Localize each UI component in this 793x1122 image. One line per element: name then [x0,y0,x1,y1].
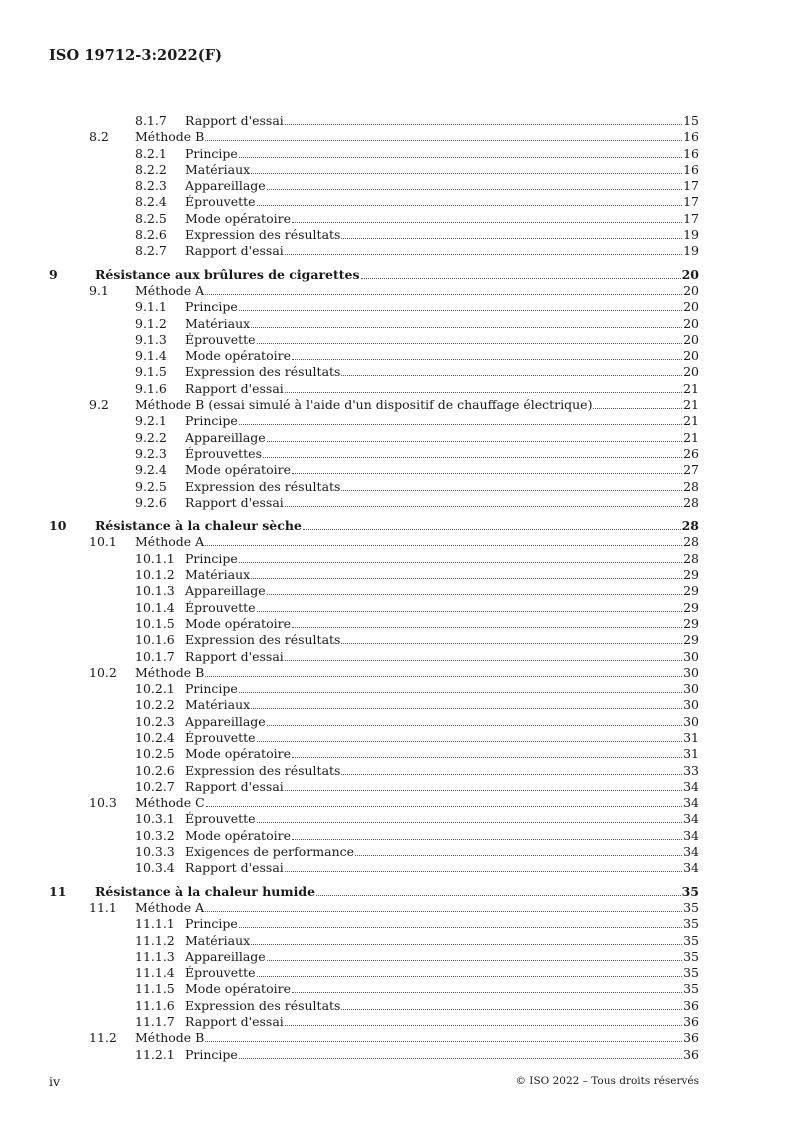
toc-entry-number: 8.2.2 [135,161,167,177]
toc-entry-title: Appareillage [185,583,266,599]
toc-entry-title: Mode opératoire [185,210,291,226]
toc-entry-page: 17 [683,210,699,226]
toc-entry-title: Éprouvette [185,729,256,745]
toc-entry-page: 20 [683,348,699,364]
toc-entry-number: 11.1.7 [135,1014,175,1030]
toc-entry-number: 11.1.4 [135,965,175,981]
toc-entry-number: 11.1.2 [135,932,175,948]
toc-entry-page: 28 [683,494,699,510]
toc-entry-number: 8.2.5 [135,210,167,226]
toc-entry-number: 10.2.5 [135,746,175,762]
toc-entry[interactable] [49,551,699,567]
toc-entry-title: Rapport d'essai [185,380,284,396]
toc-entry-number: 10.3.2 [135,827,175,843]
toc-entry-title: Matériaux [185,161,251,177]
toc-entry[interactable] [49,714,699,730]
toc-entry-number: 8.2.4 [135,194,167,210]
dot-leader [341,773,682,775]
toc-entry-number: 10.3.1 [135,811,175,827]
toc-entry[interactable] [49,949,699,965]
dot-leader [292,838,682,840]
toc-entry[interactable] [49,299,699,315]
toc-entry[interactable] [49,900,699,916]
dot-leader [205,1040,682,1042]
toc-entry-number: 8.2.6 [135,227,167,243]
toc-entry[interactable] [49,933,699,949]
toc-entry-number: 10.3.3 [135,844,175,860]
toc-entry-page: 28 [683,478,699,494]
toc-entry-title: Matériaux [185,932,251,948]
toc-entry-page: 36 [683,1046,699,1062]
dot-leader [239,423,682,425]
toc-entry[interactable] [49,616,699,632]
dot-leader [292,991,682,993]
toc-entry-number: 10.3 [89,795,117,811]
toc-entry-number: 9.2.6 [135,494,167,510]
dot-leader [341,374,682,376]
toc-entry-title: Mode opératoire [185,827,291,843]
toc-entry-page: 30 [683,713,699,729]
toc-entry-page: 21 [683,380,699,396]
toc-entry-number: 11.1.1 [135,916,175,932]
dot-leader [251,943,682,945]
toc-entry-title: Expression des résultats [185,762,341,778]
toc-entry-title: Expression des résultats [185,478,341,494]
dot-leader [267,959,682,961]
toc-entry-number: 10.2.6 [135,762,175,778]
toc-entry-title: Appareillage [185,948,266,964]
toc-entry[interactable] [49,146,699,162]
toc-entry-page: 34 [683,844,699,860]
toc-entry-number: 10.3.4 [135,860,175,876]
toc-entry[interactable] [49,1047,699,1063]
toc-entry-title: Méthode B [135,129,205,145]
toc-entry-number: 9.1.2 [135,315,167,331]
toc-entry-page: 34 [683,860,699,876]
toc-entry-page: 21 [683,397,699,413]
toc-entry[interactable] [49,583,699,599]
toc-entry-page: 30 [683,681,699,697]
toc-entry-number: 9.2.4 [135,462,167,478]
toc-entry[interactable] [49,730,699,746]
toc-entry[interactable] [49,243,699,259]
toc-entry-page: 21 [683,413,699,429]
toc-entry-page: 34 [683,778,699,794]
dot-leader [292,358,682,360]
toc-entry-title: Éprouvette [185,965,256,981]
toc-entry-page: 21 [683,429,699,445]
toc-entry-page: 31 [683,729,699,745]
toc-entry-page: 35 [683,981,699,997]
toc-entry[interactable] [49,567,699,583]
toc-entry-title: Méthode A [135,899,205,915]
toc-entry-number: 11.1.6 [135,997,175,1013]
toc-entry[interactable] [49,413,699,429]
toc-entry-title: Principe [185,299,238,315]
toc-entry[interactable] [49,479,699,495]
toc-entry[interactable] [49,828,699,844]
toc-entry-title: Expression des résultats [185,997,341,1013]
dot-leader [257,740,683,742]
toc-entry-number: 10.1.6 [135,632,175,648]
toc-entry-number: 9.1 [89,282,109,298]
toc-entry-page: 28 [683,534,699,550]
toc-entry-title: Matériaux [185,697,251,713]
toc-entry-page: 35 [683,899,699,915]
toc-entry-title: Résistance à la chaleur humide [95,883,316,899]
toc-entry-page: 16 [683,161,699,177]
toc-entry-page: 35 [683,965,699,981]
toc-entry-page: 29 [683,632,699,648]
toc-entry-number: 10.1.5 [135,615,175,631]
toc-entry[interactable] [49,795,699,811]
toc-entry-title: Éprouvette [185,331,256,347]
toc-entry-title: Éprouvette [185,194,256,210]
toc-entry[interactable] [49,665,699,681]
toc-entry-number: 9.2 [89,397,109,413]
toc-entry-title: Méthode C [135,795,205,811]
toc-entry-page: 36 [683,1030,699,1046]
dot-leader [285,123,682,125]
toc-entry-title: Méthode B [135,1030,205,1046]
toc-entry-page: 29 [683,567,699,583]
toc-entry-title: Résistance aux brûlures de cigarettes [95,266,360,282]
toc-entry[interactable] [49,998,699,1014]
toc-entry-title: Exigences de performance [185,844,355,860]
toc-entry-page: 29 [683,599,699,615]
toc-entry-number: 10.2.4 [135,729,175,745]
toc-entry-page: 20 [683,364,699,380]
dot-leader [205,293,682,295]
toc-entry-page: 17 [683,194,699,210]
dot-leader [292,626,682,628]
toc-entry-page: 17 [683,178,699,194]
dot-leader [206,805,682,807]
toc-entry-title: Mode opératoire [185,462,291,478]
toc-entry-title: Principe [185,681,238,697]
toc-entry-number: 11.1.5 [135,981,175,997]
toc-entry-page: 20 [683,299,699,315]
toc-entry-title: Méthode A [135,534,205,550]
dot-leader [285,391,682,393]
toc-entry[interactable] [49,495,699,511]
toc-entry[interactable] [49,649,699,665]
toc-entry[interactable] [49,965,699,981]
toc-entry-page: 35 [683,932,699,948]
dot-leader [285,253,682,255]
toc-entry-title: Méthode A [135,282,205,298]
toc-entry-page: 35 [683,948,699,964]
dot-leader [239,309,682,311]
dot-leader [239,691,682,693]
dot-leader [263,456,682,458]
toc-entry[interactable] [49,227,699,243]
toc-entry-page: 28 [681,518,699,534]
toc-entry-title: Méthode B (essai simulé à l'aide d'un dispositif de chauffage électrique) [135,397,593,413]
toc-entry-number: 11.2.1 [135,1046,175,1062]
toc-entry-number: 11.2 [89,1030,117,1046]
toc-entry[interactable] [49,681,699,697]
toc-entry-title: Mode opératoire [185,746,291,762]
toc-entry-title: Expression des résultats [185,632,341,648]
dot-leader [239,561,682,563]
toc-entry[interactable] [49,518,699,534]
toc-entry[interactable] [49,844,699,860]
dot-leader [361,277,681,279]
toc-entry-number: 9.2.2 [135,429,167,445]
toc-entry-page: 16 [683,145,699,161]
toc-entry[interactable] [49,430,699,446]
toc-entry-number: 10 [49,518,67,534]
toc-entry-number: 8.2 [89,129,109,145]
document-header: ISO 19712-3:2022(F) [49,47,223,64]
toc-entry[interactable] [49,632,699,648]
dot-leader [239,156,682,158]
toc-entry-title: Principe [185,1046,238,1062]
toc-entry-title: Appareillage [185,429,266,445]
dot-leader [285,659,682,661]
toc-entry-page: 30 [683,664,699,680]
dot-leader [341,489,682,491]
toc-entry-title: Appareillage [185,178,266,194]
toc-entry-page: 34 [683,827,699,843]
toc-entry-title: Rapport d'essai [185,1014,284,1030]
toc-entry-number: 11 [49,883,67,899]
toc-entry-number: 10.2.2 [135,697,175,713]
toc-entry-page: 31 [683,746,699,762]
toc-entry[interactable] [49,981,699,997]
toc-entry-number: 10.2 [89,664,117,680]
toc-entry[interactable] [49,267,699,283]
toc-entry[interactable] [49,364,699,380]
toc-entry-number: 8.2.1 [135,145,167,161]
toc-entry-title: Rapport d'essai [185,860,284,876]
toc-entry[interactable] [49,178,699,194]
toc-entry-title: Résistance à la chaleur sèche [95,518,302,534]
toc-entry-page: 20 [681,266,699,282]
toc-entry-number: 9.1.1 [135,299,167,315]
dot-leader [267,593,682,595]
toc-entry[interactable] [49,462,699,478]
toc-entry-number: 8.2.3 [135,178,167,194]
dot-leader [257,975,683,977]
toc-entry-page: 34 [683,811,699,827]
toc-entry[interactable] [49,316,699,332]
toc-entry-number: 10.1.3 [135,583,175,599]
toc-entry[interactable] [49,860,699,876]
toc-entry-page: 36 [683,1014,699,1030]
toc-entry[interactable] [49,129,699,145]
dot-leader [257,821,683,823]
toc-entry-number: 10.1.4 [135,599,175,615]
dot-leader [205,544,682,546]
toc-entry-page: 15 [683,113,699,128]
toc-entry[interactable] [49,697,699,713]
toc-entry-title: Principe [185,550,238,566]
toc-entry-page: 34 [683,795,699,811]
toc-entry-number: 9.1.5 [135,364,167,380]
toc-entry[interactable] [49,381,699,397]
dot-leader [239,926,682,928]
toc-entry[interactable] [49,1014,699,1030]
dot-leader [205,910,682,912]
dot-leader [251,172,682,174]
toc-entry-title: Mode opératoire [185,981,291,997]
dot-leader [292,472,682,474]
toc-entry-number: 11.1 [89,899,117,915]
toc-entry-number: 9.1.4 [135,348,167,364]
toc-entry-page: 20 [683,315,699,331]
toc-entry-page: 33 [683,762,699,778]
toc-entry-page: 35 [681,883,699,899]
toc-entry-page: 19 [683,227,699,243]
toc-entry-title: Méthode B [135,664,205,680]
page-number: iv [49,1074,61,1089]
toc-entry-page: 36 [683,997,699,1013]
toc-entry[interactable] [49,884,699,900]
toc-entry-title: Mode opératoire [185,615,291,631]
toc-entry-number: 9.2.1 [135,413,167,429]
toc-entry-number: 9 [49,266,58,282]
dot-leader [205,139,682,141]
toc-entry-number: 9.1.6 [135,380,167,396]
toc-entry-number: 10.2.1 [135,681,175,697]
dot-leader [292,756,682,758]
toc-entry-title: Éprouvettes [185,445,262,461]
toc-entry-page: 27 [683,462,699,478]
toc-entry-title: Matériaux [185,315,251,331]
toc-entry[interactable] [49,811,699,827]
dot-leader [257,342,683,344]
toc-entry-title: Principe [185,145,238,161]
toc-entry[interactable] [49,283,699,299]
toc-entry[interactable] [49,534,699,550]
toc-entry[interactable] [49,397,699,413]
toc-entry-page: 35 [683,916,699,932]
toc-entry[interactable] [49,779,699,795]
toc-entry-title: Rapport d'essai [185,778,284,794]
dot-leader [593,407,682,409]
toc-entry-number: 11.1.3 [135,948,175,964]
toc-entry-title: Éprouvette [185,599,256,615]
toc-entry[interactable] [49,600,699,616]
toc-entry[interactable] [49,162,699,178]
toc-entry-number: 9.2.5 [135,478,167,494]
toc-entry-page: 20 [683,282,699,298]
toc-entry-page: 30 [683,648,699,664]
dot-leader [316,894,681,896]
toc-entry[interactable] [49,446,699,462]
dot-leader [285,870,682,872]
dot-leader [239,1057,682,1059]
toc-entry-number: 8.2.7 [135,243,167,259]
toc-entry-page: 30 [683,697,699,713]
toc-entry-number: 10.1.7 [135,648,175,664]
dot-leader [303,528,681,530]
toc-entry-number: 10.2.3 [135,713,175,729]
toc-entry-number: 9.2.3 [135,445,167,461]
toc-entry-title: Appareillage [185,713,266,729]
dot-leader [257,610,683,612]
toc-entry[interactable] [49,763,699,779]
toc-entry-page: 26 [683,445,699,461]
toc-entry-title: Expression des résultats [185,227,341,243]
toc-entry-title: Rapport d'essai [185,113,284,128]
toc-entry[interactable] [49,332,699,348]
toc-entry-title: Matériaux [185,567,251,583]
toc-entry[interactable] [49,348,699,364]
copyright-notice: © ISO 2022 – Tous droits réservés [515,1075,699,1087]
toc-entry-number: 8.1.7 [135,113,167,128]
toc-entry[interactable] [49,211,699,227]
toc-entry-number: 9.1.3 [135,331,167,347]
dot-leader [251,326,682,328]
toc-entry-page: 20 [683,331,699,347]
dot-leader [292,221,682,223]
toc-entry-page: 29 [683,583,699,599]
toc-entry-page: 16 [683,129,699,145]
dot-leader [267,724,682,726]
toc-entry-title: Expression des résultats [185,364,341,380]
toc-entry[interactable] [49,194,699,210]
toc-entry-title: Principe [185,413,238,429]
toc-entry-number: 10.2.7 [135,778,175,794]
dot-leader [257,204,683,206]
dot-leader [285,789,682,791]
dot-leader [251,707,682,709]
toc-entry[interactable] [49,746,699,762]
toc-entry-number: 10.1 [89,534,117,550]
dot-leader [205,675,682,677]
toc-entry-number: 10.1.1 [135,550,175,566]
toc-entry[interactable] [49,916,699,932]
toc-entry-title: Principe [185,916,238,932]
dot-leader [341,237,682,239]
dot-leader [267,440,682,442]
toc-entry-page: 28 [683,550,699,566]
dot-leader [285,505,682,507]
dot-leader [341,1008,682,1010]
toc-entry-title: Mode opératoire [185,348,291,364]
toc-entry[interactable] [49,1030,699,1046]
toc-entry-title: Éprouvette [185,811,256,827]
toc-entry-title: Rapport d'essai [185,648,284,664]
dot-leader [355,854,682,856]
toc-entry-title: Rapport d'essai [185,243,284,259]
toc-entry[interactable] [49,113,699,129]
toc-entry-page: 19 [683,243,699,259]
dot-leader [251,577,682,579]
dot-leader [341,642,682,644]
toc-entry-number: 10.1.2 [135,567,175,583]
dot-leader [285,1024,682,1026]
dot-leader [267,188,682,190]
toc-entry-title: Rapport d'essai [185,494,284,510]
table-of-contents [49,113,699,1063]
toc-entry-page: 29 [683,615,699,631]
